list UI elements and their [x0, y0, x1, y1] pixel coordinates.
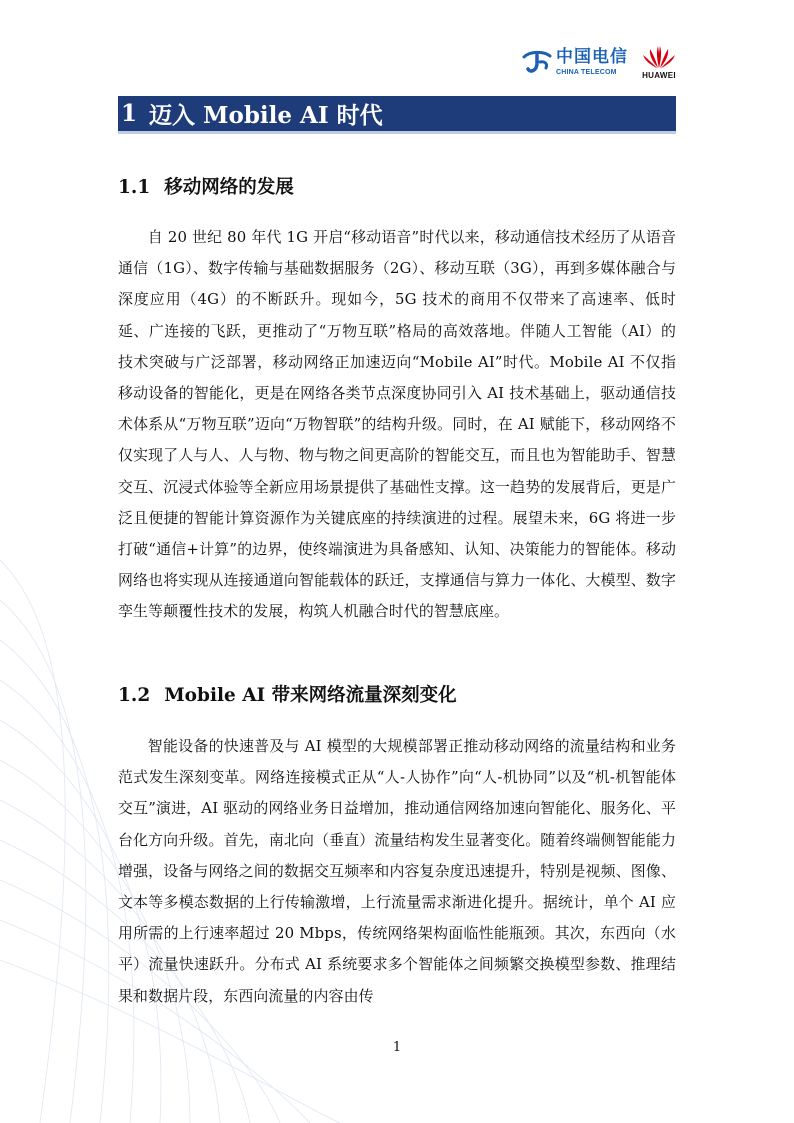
chapter-heading: [118, 96, 676, 134]
china-telecom-name-en: CHINA TELECOM: [556, 68, 617, 76]
china-telecom-name-cn: 中国电信: [556, 46, 628, 67]
page-number: 1: [392, 1040, 402, 1055]
header-logos: [522, 44, 676, 80]
section-number: 1.1: [118, 177, 151, 198]
china-telecom-emblem-icon: [522, 49, 552, 75]
section-title: Mobile AI 带来网络流量深刻变化: [164, 685, 457, 706]
section-paragraph: 智能设备的快速普及与 AI 模型的大规模部署正推动移动网络的流量结构和业务范式发生深刻变革。网络连接模式正从“人-人协作”向“人-机协同”以及“机-机智能体交互”演进，AI 驱动的网络业务日益增加，推动通信网络加速向智能化、服务化、平台化方向升级。首先，南北向（垂直）流量结构发生显著变化。随着终端侧智能能力增强，设备与网络之间的数据交互频率和内容复杂度迅速提升，特别是视频、图像、文本等多模态数据的上行传输激增，上行流量需求渐进化提升。据统计，单个 AI 应用所需的上行速率超过 20 Mbps，传统网络架构面临性能瓶颈。其次，东西向（水平）流量快速跃升。分布式 AI 系统要求多个智能体之间频繁交换模型参数、推理结果和数据片段，东西向流量的内容由传: [118, 737, 676, 1005]
section-title: 移动网络的发展: [164, 177, 294, 198]
section-number: 1.2: [118, 685, 151, 706]
section-heading: [118, 173, 294, 199]
chapter-number: 1: [121, 100, 138, 127]
huawei-name: HUAWEI: [642, 71, 676, 80]
huawei-logo: [642, 44, 676, 80]
china-telecom-logo: [522, 46, 628, 76]
huawei-petal-icon: [642, 44, 676, 70]
chapter-title: 迈入 Mobile AI 时代: [149, 102, 383, 129]
section-heading: [118, 681, 457, 707]
section-paragraph: 自 20 世纪 80 年代 1G 开启“移动语音”时代以来，移动通信技术经历了从语音通信（1G）、数字传输与基础数据服务（2G）、移动互联（3G），再到多媒体融合与深度应用（4G）的不断跃升。现如今，5G 技术的商用不仅带来了高速率、低时延、广连接的飞跃，更推动了“万物互联”格局的高效落地。伴随人工智能（AI）的技术突破与广泛部署，移动网络正加速迈向“Mobile AI”时代。Mobile AI 不仅指移动设备的智能化，更是在网络各类节点深度协同引入 AI 技术基础上，驱动通信技术体系从“万物互联”迈向“万物智联”的结构升级。同时，在 AI 赋能下，移动网络不仅实现了人与人、人与物、物与物之间更高阶的智能交互，而且也为智能助手、智慧交互、沉浸式体验等全新应用场景提供了基础性支撑。这一趋势的发展背后，更是广泛且便捷的智能计算资源作为关键底座的持续演进的过程。展望未来，6G 将进一步打破“通信+计算”的边界，使终端演进为具备感知、认知、决策能力的智能体。移动网络也将实现从连接通道向智能载体的跃迁，支撑通信与算力一体化、大模型、数字孪生等颠覆性技术的发展，构筑人机融合时代的智慧底座。: [118, 228, 676, 621]
